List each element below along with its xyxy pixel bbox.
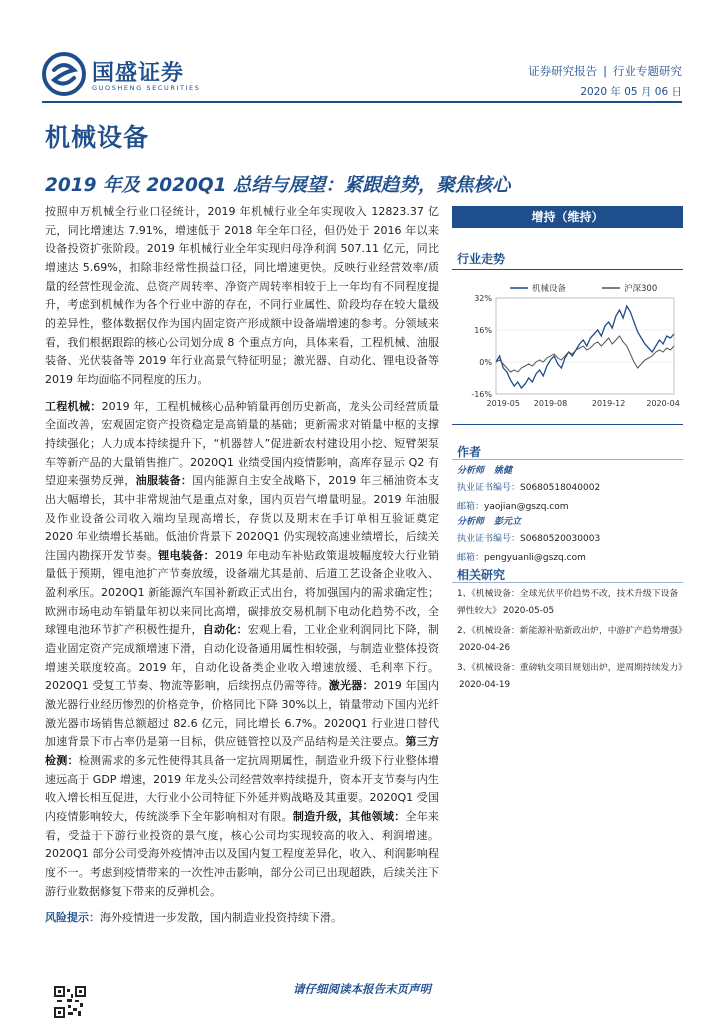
sector-heading: 自动化： (202, 623, 248, 637)
chart-bottom-divider (452, 424, 683, 425)
trend-divider (452, 269, 683, 270)
sector-heading: 工程机械： (45, 399, 102, 413)
email-link[interactable]: yaojian@gszq.com (484, 502, 569, 512)
legend-label: 沪深300 (624, 284, 658, 294)
risk-paragraph (45, 909, 439, 928)
series-line-1 (496, 306, 674, 388)
analyst-name: 姚健 (494, 466, 513, 476)
analyst-role: 分析师 (457, 517, 485, 527)
sector-heading: 激光器： (328, 679, 374, 693)
main-body (45, 203, 439, 936)
x-tick-label: 2019-05 (486, 399, 520, 408)
related-title[interactable]: 3、《机械设备：重磅轨交项目规划出炉，逆周期持续发力》 (457, 663, 687, 673)
sector-text: 检测需求的多元性使得其具备一定抗周期属性，制造业升级下行业整体增速远高于 GDP 增速，2019 年龙头公司经营效率持续提升，资本开支节奏与内生收入增长相互促进，大行业小公司特征下外延并购战略及其重要。2020Q1 受国内疫情影响较大，传统淡季下全年影响相对有限。 (45, 754, 440, 823)
related-date: 2020-04-19 (459, 680, 511, 690)
related-divider (452, 582, 683, 583)
risk-text: 海外疫情进一步发散，国内制造业投资持续下滑。 (100, 911, 342, 925)
sector-heading: 制造升级，其他领域： (292, 810, 406, 823)
sector-heading: 第三方检测： (45, 735, 439, 768)
industry-trend-chart (452, 276, 683, 416)
email-label: 邮箱： (457, 553, 485, 563)
company-logo (42, 52, 218, 100)
email-link[interactable]: pengyuanli@gszq.com (484, 553, 586, 563)
legend-label: 机械设备 (532, 284, 567, 294)
report-subtype: 行业专题研究 (613, 64, 682, 78)
series-line-2 (496, 336, 674, 372)
x-tick-label: 2019-12 (591, 399, 626, 408)
author-divider (452, 459, 683, 460)
risk-label: 风险提示： (45, 911, 100, 925)
logo-subtitle: GUOSHENG SECURITIES (92, 84, 201, 92)
related-title[interactable]: 1、《机械设备：全球光伏平价趋势不改，技术升级下设备弹性较大》 (457, 589, 679, 616)
sector-heading: 油服装备： (135, 474, 193, 488)
related-section-title: 相关研究 (457, 568, 506, 582)
sector-review-paragraph (45, 398, 439, 902)
related-date: 2020-04-26 (459, 643, 511, 653)
email-label: 邮箱： (457, 502, 485, 512)
intro-paragraph: 按照申万机械全行业口径统计，2019 年机械行业全年实现收入 12823.37 亿元，同比增速达 7.91%，增速低于 2018 年全年口径，但仍处于 2016 年以来设备投资扩张阶段。2019 年机械行业全年实现归母净利润 507.11 亿元，同比增速达 5.69%，扣除非经常性损益口径，同比增速更快。反映行业经营效率/质量的经营性现金流、总资产周转率、净资产周转率相较于上一年均有不同程度提升，考虑到机械作为各个行业中游的存在，不同行业属性、阶段均存在较大量级的差异性，整体数据仅作为国内固定资产形成额中设备端增速的参考。分领域来看，我们根据跟踪的核心公司划分成 8 个重点方向，具体来看，工程机械、油服装备、光伏装备等 2019 年行业高景气特征明显；激光器、自动化、锂电设备等 2019 年均面临不同程度的压力。 (45, 205, 439, 386)
analyst-name: 彭元立 (494, 517, 522, 527)
header-divider (42, 101, 682, 103)
sector-text: 2019 年，工程机械核心品种销量再创历史新高，龙头公司经营质量全面改善，宏观固定资产投资稳定是高销量的基础；更新需求对销量中枢的支撑持续强化；人力成本持续提升下，“机器替人”促进新农村建设用小挖、短臂架泵车等新产品的大量销售推广。2020Q1 业绩受国内疫情影响，高库存显示 Q2 有望迎来强势反弹， (45, 399, 439, 488)
analyst-role: 分析师 (457, 466, 485, 476)
related-title[interactable]: 2、《机械设备：新能源补贴新政出炉，中游扩产趋势增强》 (457, 626, 687, 636)
report-type-line (528, 63, 682, 79)
report-type: 证券研究报告 (528, 64, 598, 78)
header-separator: | (603, 64, 607, 78)
report-headline: 2019 年及 2020Q1 总结与展望：紧跟趋势，聚焦核心 (45, 175, 511, 196)
sector-text: 宏观上看，工业企业利润同比下降，制造业固定资产完成额增速下滑，自动化设备通用属性相较强，与制造业整体投资增速关联度较高。2019 年，自动化设备类企业收入增速放缓、毛利率下行。2020Q1 受复工节奏、物流等影响，后续拐点仍需等待。 (45, 623, 440, 693)
y-tick-label: 16% (474, 326, 492, 335)
sector-heading: 锂电装备： (158, 548, 215, 562)
cert-number: S0680518040002 (520, 483, 601, 493)
related-item[interactable] (457, 623, 687, 657)
y-tick-label: 0% (479, 358, 492, 367)
disclaimer-footer: 请仔细阅读本报告末页声明 (293, 982, 431, 996)
x-tick-label: 2020-04 (646, 399, 680, 408)
sector-text: 2019 年电动车补贴政策退坡幅度较大行业销量低于预期，锂电池扩产节奏放缓，设备端尤其是前、后道工艺设备企业收入、盈利承压。2020Q1 新能源汽车国补新政正式出台，将加强国内的需求确定性；欧洲市场电动车销量年初以来同比高增，碳排放交易机制下电动化趋势不改，全球锂电池环节扩产积极性提升， (45, 548, 439, 637)
sector-text: 全年来看，受益于下游行业投资的景气度，核心公司均实现较高的收入、利润增速。2020Q1 部分公司受海外疫情冲击以及国内复工程度差异化，收入、利润影响程度不一。考虑到疫情带来的一次性冲击影响，部分公司已出现超跌，后续关注下游行业数据修复下带来的反弹机会。 (45, 810, 440, 898)
x-tick-label: 2019-08 (533, 399, 568, 408)
cert-label: 执业证书编号： (457, 483, 521, 493)
sector-title: 机械设备 (45, 123, 150, 152)
cert-label: 执业证书编号： (457, 534, 521, 544)
cert-number: S0680520030003 (520, 534, 601, 544)
author-section-title: 作者 (457, 445, 482, 459)
y-tick-label: -16% (471, 390, 492, 399)
related-item[interactable] (457, 660, 687, 694)
report-date: 2020 年 05 月 06 日 (580, 86, 682, 98)
sector-text: 国内能源自主安全战略下，2019 年三桶油资本支出大幅增长，其中非常规油气是重点对象，国内页岩气增量明显。2019 年油服及作业设备公司收入端均呈现高增长，存货以及期末在手订单相互验证奠定 2020 年业绩增长基础。低油价背景下 2020Q1 仍实现较高速业绩增长，后续关注国内勘探开发节奏。 (45, 474, 439, 562)
rating-badge: 增持（维持） (452, 206, 683, 228)
analyst-block-1 (457, 465, 683, 514)
related-research-list (457, 586, 687, 697)
logo-mark-icon (42, 52, 86, 96)
analyst-block-2 (457, 516, 683, 565)
sector-text: 2019 年国内激光器行业经历惨烈的价格竞争，价格同比下降 30%以上，销量带动下国内光纤激光器市场销售总额超过 82.6 亿元，同比增长 6.7%。2020Q1 行业进口替代加速背景下市占率仍是第一目标，供应链管控以及产品结构是关注要点。 (45, 679, 439, 749)
logo-text: 国盛证券 (92, 61, 185, 86)
related-item[interactable] (457, 586, 683, 620)
y-tick-label: 32% (474, 294, 492, 303)
trend-section-title: 行业走势 (457, 252, 506, 266)
related-date: 2020-05-05 (503, 606, 555, 616)
